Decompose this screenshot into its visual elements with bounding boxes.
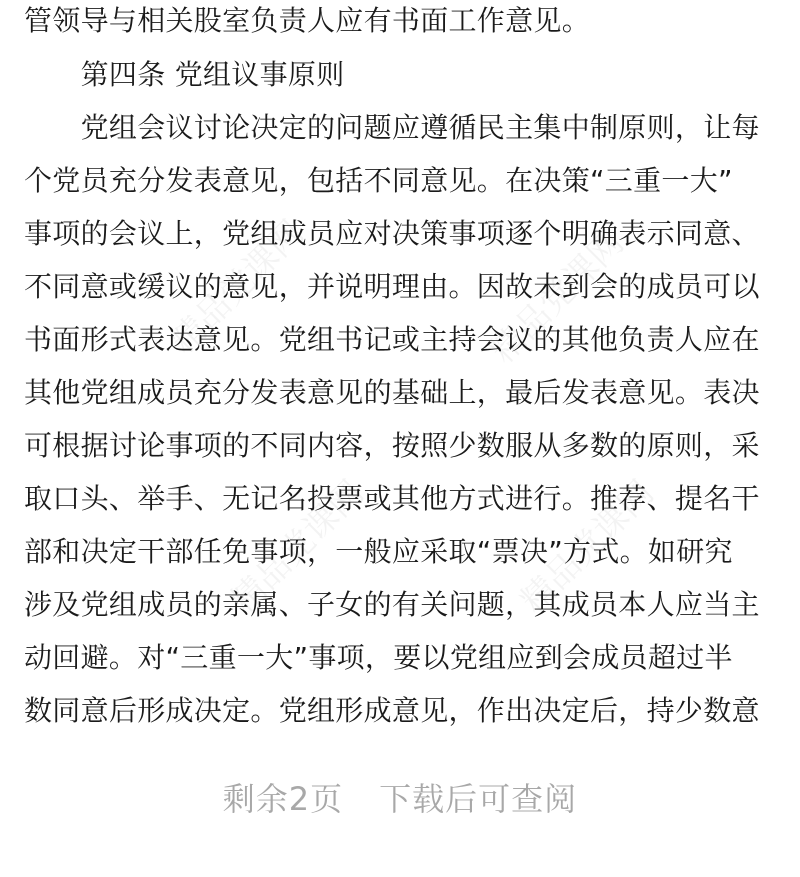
text-line: 事项的会议上，党组成员应对决策事项逐个明确表示同意、: [24, 217, 760, 250]
text-line: 书面形式表达意见。党组书记或主持会议的其他负责人应在: [24, 323, 760, 356]
text-line: 数同意后形成决定。党组形成意见，作出决定后，持少数意: [24, 694, 760, 727]
download-to-read-label: 下载后可查阅: [379, 780, 578, 818]
text-line: 部和决定干部任免事项，一般应采取“票决”方式。如研究: [24, 535, 733, 568]
text-line: 不同意或缓议的意见，并说明理由。因故未到会的成员可以: [24, 270, 760, 303]
text-line: 管领导与相关股室负责人应有书面工作意见。: [24, 4, 591, 37]
remaining-pages-prompt[interactable]: [0, 768, 800, 830]
article-heading: 第四条 党组议事原则: [24, 58, 345, 91]
text-line: 涉及党组成员的亲属、子女的有关问题，其成员本人应当主: [24, 588, 760, 621]
text-line: 个党员充分发表意见，包括不同意见。在决策“三重一大”: [24, 164, 733, 197]
text-line: 其他党组成员充分发表意见的基础上，最后发表意见。表决: [24, 376, 760, 409]
remaining-pages-label: 剩余2页: [222, 780, 344, 818]
text-line: 可根据讨论事项的不同内容，按照少数服从多数的原则，采: [24, 429, 760, 462]
text-line: 动回避。对“三重一大”事项，要以党组应到会成员超过半: [24, 641, 733, 674]
text-line: 取口头、举手、无记名投票或其他方式进行。推荐、提名干: [24, 482, 760, 515]
text-line: 党组会议讨论决定的问题应遵循民主集中制原则，让每: [24, 111, 760, 144]
